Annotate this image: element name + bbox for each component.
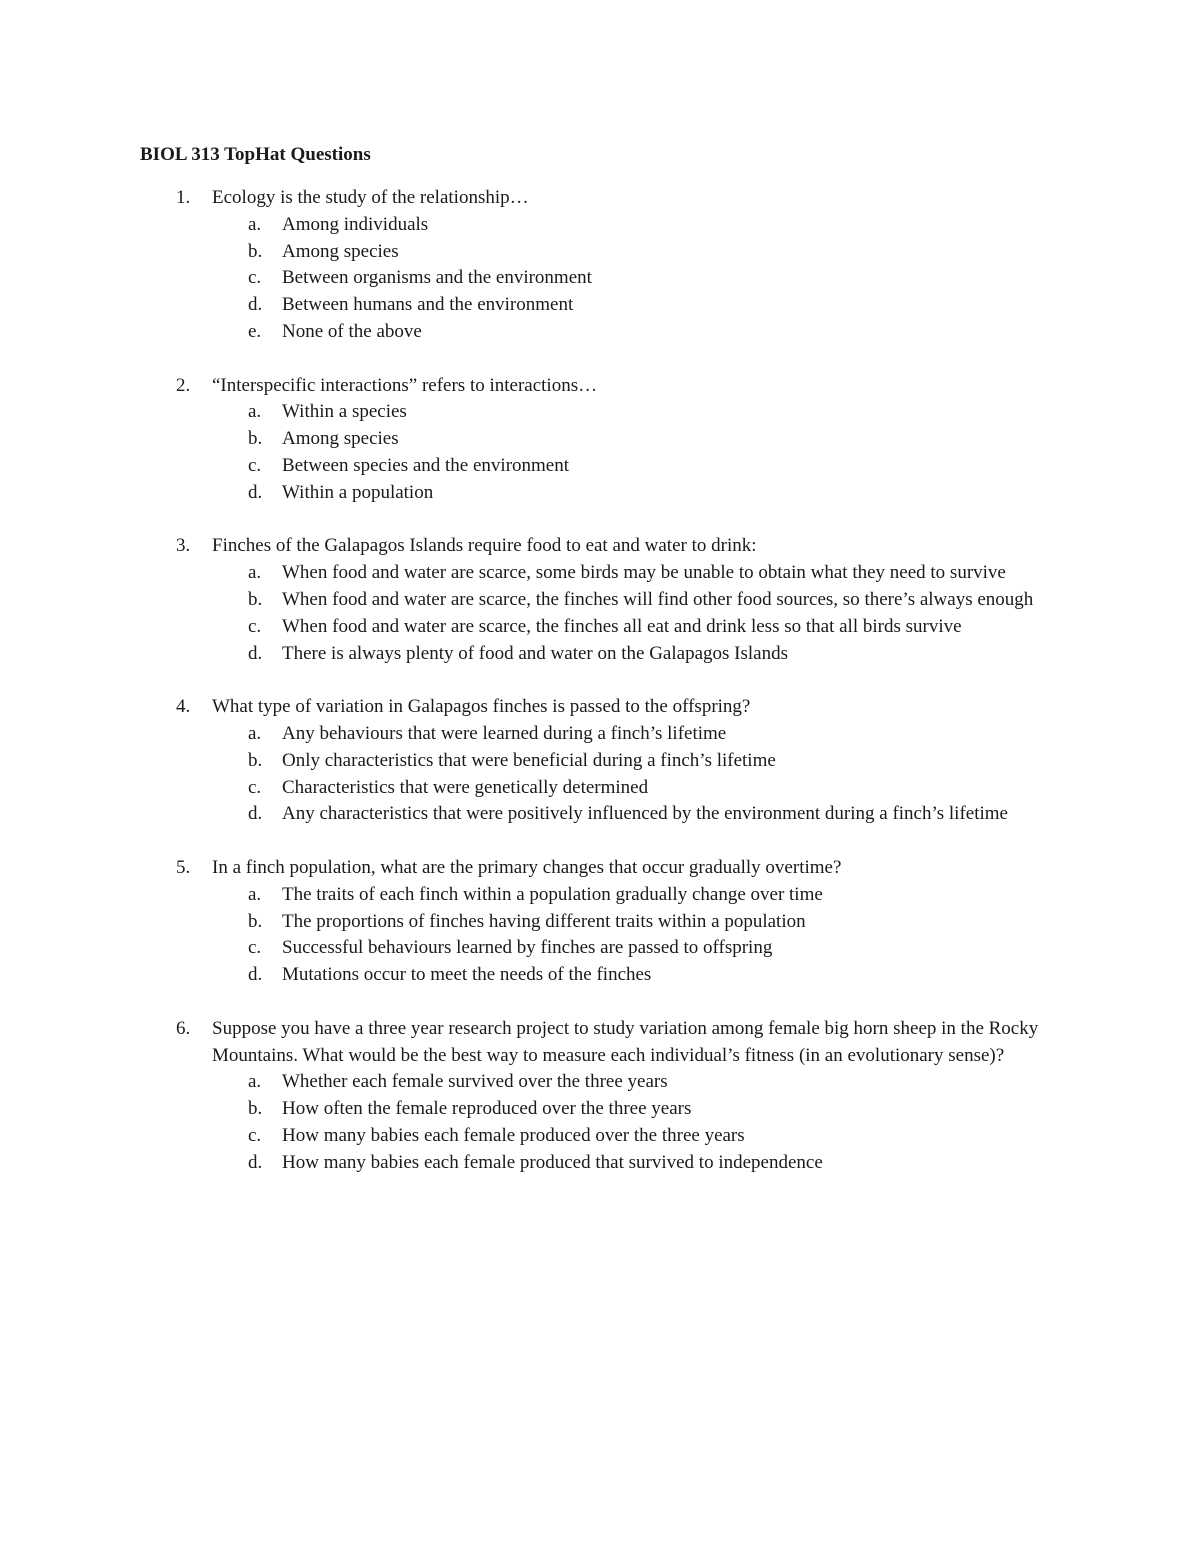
answer-option	[212, 319, 1070, 346]
answer-option	[212, 292, 1070, 319]
question-text: Finches of the Galapagos Islands require food to eat and water to drink:	[212, 535, 757, 557]
option-text: There is always plenty of food and water on the Galapagos Islands	[282, 642, 788, 664]
answer-option	[212, 1069, 1070, 1096]
option-text: Within a population	[282, 481, 434, 503]
answer-option	[212, 239, 1070, 266]
option-text: Among individuals	[282, 213, 429, 235]
question-item	[140, 694, 1070, 828]
document-title: BIOL 313 TopHat Questions	[140, 144, 371, 165]
option-text: None of the above	[282, 320, 422, 342]
question-number: 5.	[176, 856, 191, 878]
answer-options	[212, 399, 1070, 506]
answer-option	[212, 1096, 1070, 1123]
answer-option	[212, 480, 1070, 507]
option-letter: d.	[248, 294, 263, 316]
answer-option	[212, 775, 1070, 802]
option-text: Whether each female survived over the three years	[282, 1071, 668, 1093]
option-letter: d.	[248, 481, 263, 503]
option-text: Mutations occur to meet the needs of the finches	[282, 964, 652, 986]
option-text: Only characteristics that were beneficial during a finch’s lifetime	[282, 749, 776, 771]
answer-option	[212, 453, 1070, 480]
option-letter: c.	[248, 615, 262, 637]
option-text: Between species and the environment	[282, 454, 570, 476]
answer-option	[212, 1150, 1070, 1177]
option-letter: b.	[248, 910, 263, 932]
answer-options	[212, 560, 1070, 667]
option-letter: b.	[248, 749, 263, 771]
option-text: The proportions of finches having different traits within a population	[282, 910, 806, 932]
option-letter: a.	[248, 213, 262, 235]
option-letter: a.	[248, 883, 262, 905]
option-text: The traits of each finch within a population gradually change over time	[282, 883, 823, 905]
option-letter: d.	[248, 1151, 263, 1173]
option-text: Successful behaviours learned by finches are passed to offspring	[282, 937, 773, 959]
option-text: Characteristics that were genetically determined	[282, 776, 649, 798]
answer-option	[212, 212, 1070, 239]
option-text: Within a species	[282, 401, 407, 423]
option-letter: b.	[248, 428, 263, 450]
option-letter: a.	[248, 1071, 262, 1093]
option-text: Any characteristics that were positively influenced by the environment during a finch’s lifetime	[282, 803, 1008, 825]
answer-option	[212, 882, 1070, 909]
option-text: When food and water are scarce, the finches all eat and drink less so that all birds survive	[282, 615, 962, 637]
option-text: Among species	[282, 428, 399, 450]
option-letter: c.	[248, 1124, 262, 1146]
answer-option	[212, 399, 1070, 426]
answer-option	[212, 935, 1070, 962]
option-letter: d.	[248, 803, 263, 825]
option-text: Between organisms and the environment	[282, 267, 592, 289]
answer-option	[212, 801, 1070, 828]
answer-option	[212, 909, 1070, 936]
question-text: What type of variation in Galapagos finches is passed to the offspring?	[212, 696, 751, 718]
answer-options	[212, 1069, 1070, 1176]
option-text: Any behaviours that were learned during a finch’s lifetime	[282, 722, 727, 744]
question-number: 4.	[176, 696, 191, 718]
question-item	[140, 855, 1070, 989]
option-letter: a.	[248, 562, 262, 584]
question-list	[140, 185, 1070, 1176]
answer-options	[212, 882, 1070, 989]
option-letter: a.	[248, 722, 262, 744]
answer-option	[212, 587, 1070, 614]
option-letter: d.	[248, 642, 263, 664]
option-text: Among species	[282, 240, 399, 262]
answer-option	[212, 614, 1070, 641]
option-text: When food and water are scarce, the finches will find other food sources, so there’s always enough	[282, 588, 1034, 610]
answer-option	[212, 962, 1070, 989]
option-letter: c.	[248, 776, 262, 798]
question-item	[140, 1016, 1070, 1177]
option-letter: c.	[248, 937, 262, 959]
answer-options	[212, 212, 1070, 346]
question-number: 3.	[176, 535, 191, 557]
question-item	[140, 533, 1070, 667]
answer-option	[212, 560, 1070, 587]
question-text: Ecology is the study of the relationship…	[212, 187, 529, 208]
question-number: 6.	[176, 1017, 191, 1039]
option-letter: b.	[248, 240, 263, 262]
answer-option	[212, 265, 1070, 292]
option-letter: d.	[248, 964, 263, 986]
answer-option	[212, 748, 1070, 775]
answer-option	[212, 426, 1070, 453]
question-number: 2.	[176, 374, 191, 396]
option-letter: a.	[248, 401, 262, 423]
option-text: How many babies each female produced that survived to independence	[282, 1151, 823, 1173]
question-text: Suppose you have a three year research project to study variation among female big horn sheep in the Rocky Mountains. What would be the best way to measure each individual’s fitness (in an evolutionary sense)?	[212, 1017, 1039, 1066]
option-letter: c.	[248, 454, 262, 476]
option-letter: b.	[248, 588, 263, 610]
answer-option	[212, 641, 1070, 668]
option-text: How many babies each female produced over the three years	[282, 1124, 745, 1146]
option-text: When food and water are scarce, some birds may be unable to obtain what they need to survive	[282, 562, 1006, 584]
question-item	[140, 373, 1070, 507]
document-page	[140, 142, 1070, 1203]
answer-option	[212, 1123, 1070, 1150]
answer-option	[212, 721, 1070, 748]
answer-options	[212, 721, 1070, 828]
option-letter: e.	[248, 320, 262, 342]
question-item	[140, 185, 1070, 346]
question-text: “Interspecific interactions” refers to interactions…	[212, 374, 598, 396]
question-text: In a finch population, what are the primary changes that occur gradually overtime?	[212, 856, 842, 878]
option-text: How often the female reproduced over the three years	[282, 1098, 692, 1120]
option-letter: c.	[248, 267, 262, 289]
option-text: Between humans and the environment	[282, 294, 574, 316]
option-letter: b.	[248, 1098, 263, 1120]
question-number: 1.	[176, 187, 191, 208]
